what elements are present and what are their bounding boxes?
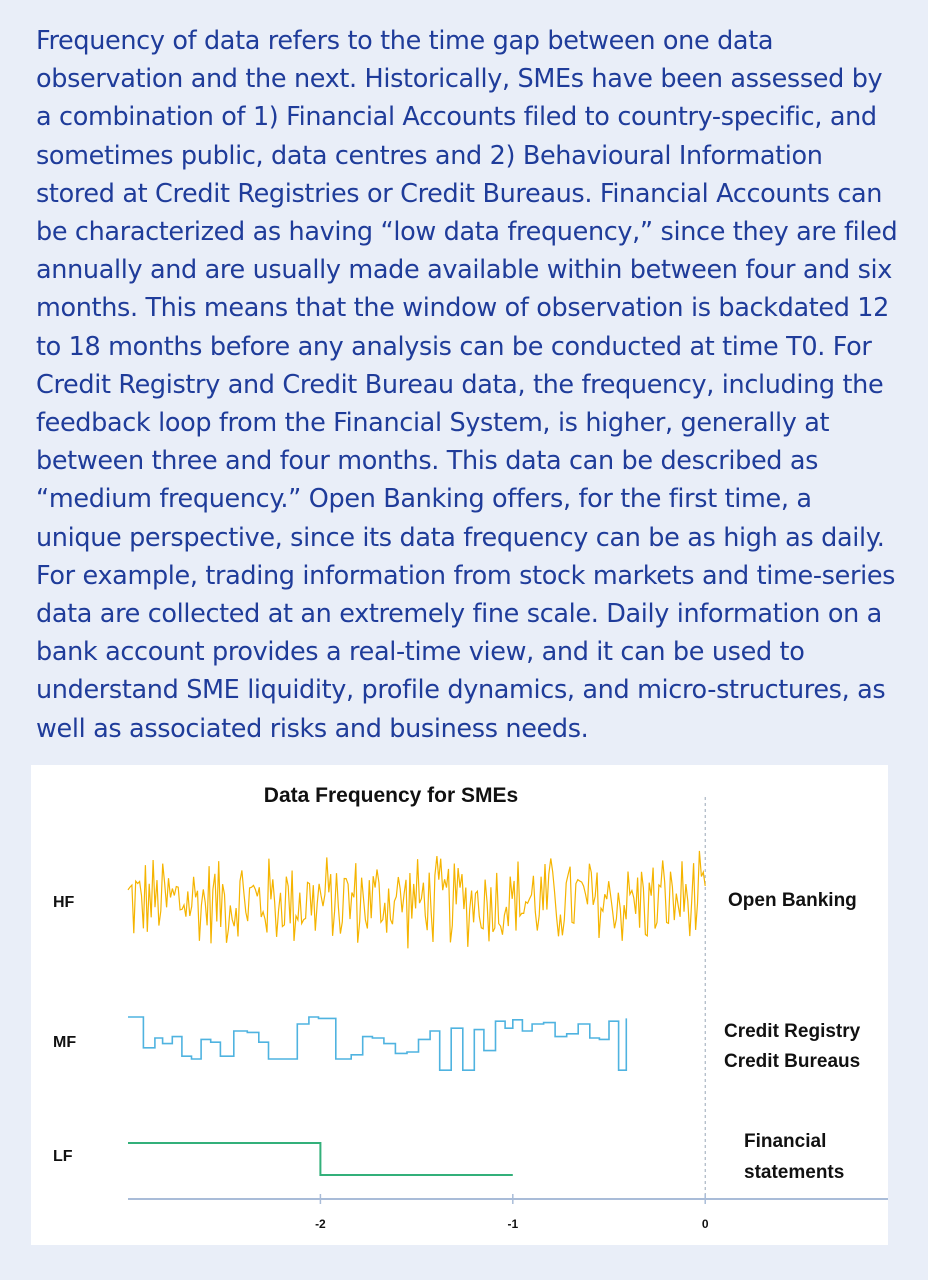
band-label-hf: HF	[53, 894, 75, 911]
chart-title: Data Frequency for SMEs	[263, 784, 519, 807]
side-label-hf-1: Open Banking	[728, 890, 857, 911]
band-label-mf: MF	[53, 1034, 77, 1051]
side-label-lf-2: statements	[744, 1162, 845, 1183]
side-label-lf-1: Financial	[744, 1131, 827, 1152]
series-line-financial-statements	[128, 1143, 513, 1175]
body-paragraph: Frequency of data refers to the time gap between one data observation and the next. Historically, SMEs have been assessed by a combination of 1) Financial Accounts filed to country-specific, and sometimes public, data centres and 2) Behavioural Information stored at Credit Registries or Credit Bureaus. Financial Accounts can be characterized as having “low data frequency,” since they are filed annually and are usually made available within between four and six months. This means that the window of observation is backdated 12 to 18 months before any analysis can be conducted at time T0. For Credit Registry and Credit Bureau data, the frequency, including the feedback loop from the Financial System, is higher, generally at between three and four months. This data can be described as “medium frequency.” Open Banking offers, for the first time, a unique perspective, since its data frequency can be as high as daily. For example, trading information from stock markets and time-series data are collected at an extremely fine scale. Daily information on a bank account provides a real-time view, and it can be used to understand SME liquidity, profile dynamics, and micro-structures, as well as associated risks and business needs.	[36, 26, 898, 744]
chart-card	[31, 765, 888, 1245]
side-label-mf-1: Credit Registry	[724, 1021, 861, 1042]
data-frequency-chart	[31, 765, 888, 1245]
x-tick-label: -1	[507, 1217, 519, 1231]
band-label-lf: LF	[53, 1148, 73, 1165]
side-label-mf-2: Credit Bureaus	[724, 1051, 861, 1072]
x-tick-label: -2	[315, 1217, 326, 1231]
series-line-open-banking	[128, 851, 705, 948]
series-line-credit-registry	[128, 1017, 626, 1070]
x-tick-label: 0	[701, 1217, 709, 1231]
